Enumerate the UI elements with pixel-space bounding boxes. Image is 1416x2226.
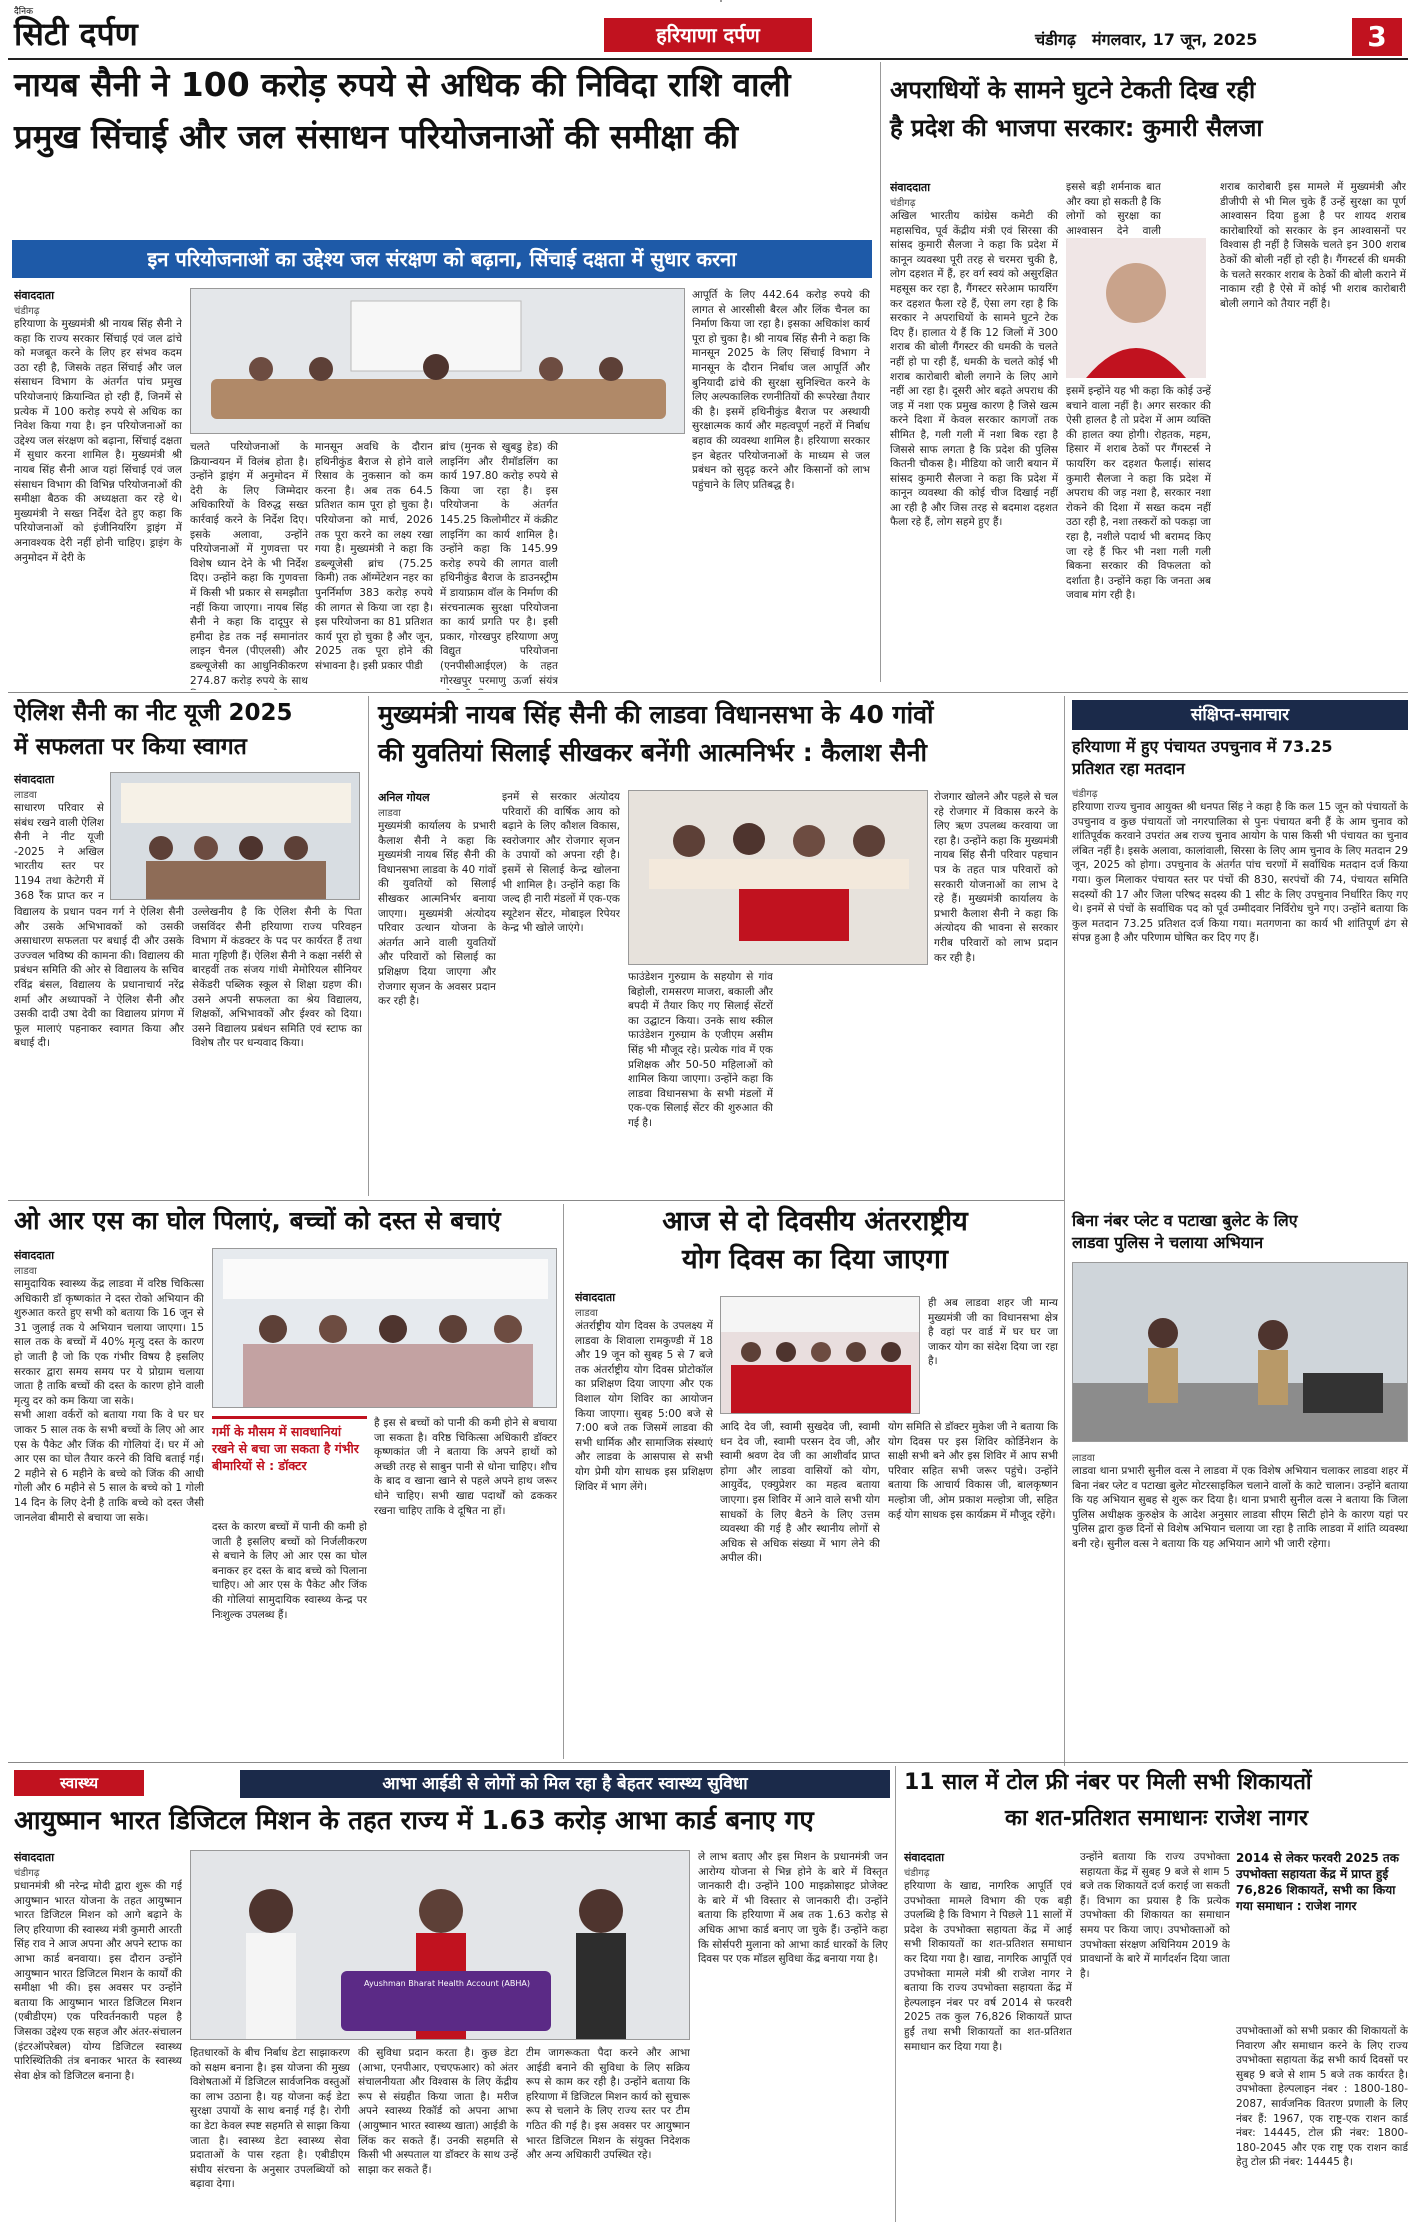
ladwa-col-4: रोजगार खोलने और पहले से चल रहे रोजगार में विकास करने के लिए ऋण उपलब्ध करवाया जा रहा है। उन्होंने कहा कि मुख्यमंत्री नायब सिंह सैनी परिवार पहचान पत्र के तहत पात्र परिवारों को सरकारी योजनाओं का लाभ दे रहे हैं। मुख्यमंत्री कार्यालय के प्रभारी कैलाश सैनी ने कहा कि अंत्योदय की भावना से सरकार गरीब परिवारों को लाभ प्रदान कर रही है। (934, 791, 1058, 964)
meeting-photo-icon (191, 289, 685, 434)
health-photo (190, 1850, 690, 2040)
health-col-4: टीम जागरूकता पैदा करने और आभा आईडी बनाने की सुविधा के लिए सक्रिय रूप से काम कर रही है। उन्होंने बताया कि हरियाणा में डिजिटल मिशन कार्य को सुचारू रूप से चलाने के लिए राज्य स्तर पर टीम गठित की गई है। इस अवसर पर आयुष्मान भारत डिजिटल मिशन के संयुक्त निदेशक और अन्य अधिकारी उपस्थित रहे। (526, 2047, 690, 2162)
health-byline: संवाददाता (14, 1851, 55, 1864)
yoga-col-3: योग समिति से डॉक्टर मुकेश जी ने बताया कि योग दिवस पर इस शिविर कोर्डिनेशन के साक्षी सभी बने और इस शिविर में आप सभी परिवार सहित सभी जरूर पहुंचे। उन्होंने बताया कि आचार्य विकास जी, बालकृष्णन मल्होत्रा जी, ओम प्रकाश मल्होत्रा जी, सहित कई योग साधक इस कार्यक्रम में मौजूद रहेंगे। (888, 1421, 1058, 1521)
aelish-photo (110, 772, 360, 900)
lead-col-1: हरियाणा के मुख्यमंत्री श्री नायब सिंह सैनी ने कहा कि राज्य सरकार सिंचाई एवं जल ढांचे को मजबूत करने के लिए हर संभव कदम उठा रही है, जिसके तहत सिंचाई और जल संसाधन विभाग के अंतर्गत पांच प्रमुख परियोजनाएं क्रियान्वित हो रही हैं, जिनमें से प्रत्येक में 100 करोड़ रुपये से अधिक का निवेश किया गया है। इन परियोजनाओं का उद्देश्य जल संरक्षण को बढ़ाना, सिंचाई दक्षता में सुधार करना शामिल है। मुख्यमंत्री श्री नायब सिंह सैनी आज यहां सिंचाई एवं जल संसाधन विभाग की विभिन्न परियोजनाओं की समीक्षा बैठक की अध्यक्षता कर रहे थे। मुख्यमंत्री ने सख्त निर्देश देते हुए कहा कि परियोजनाओं को इंजीनियरिंग ड्राइंग में अनावश्यक देरी नहीं होनी चाहिए। ड्राइंग के अनुमोदन में देरी के (14, 318, 182, 564)
masthead (0, 0, 1416, 60)
ors-dateline: लाडवा (14, 1266, 37, 1277)
yoga-col-1: अंतर्राष्ट्रीय योग दिवस के उपलक्ष्य में लाडवा के शिवाला रामकुण्डी में 18 और 19 जून को सुबह 5 से 7 बजे तक अंतर्राष्ट्रीय योग दिवस प्रोटोकॉल का प्रशिक्षण दिया जाएगा और एक विशाल योग शिविर का आयोजन किया जाएगा। सुबह 5:00 बजे से 7:00 बजे तक जिसमें लाडवा की सभी धार्मिक और सामाजिक संस्थाएं और लाडवा के आसपास से सभी योग प्रेमी योग साधक इस प्रशिक्षण शिविर में भाग लेंगे। (575, 1320, 713, 1493)
health-camp-photo-icon (213, 1249, 557, 1408)
award-photo-icon (111, 773, 360, 900)
yoga-headline-2: योग दिवस का दिया जाएगा (682, 1244, 948, 1275)
aelish-headline-1: ऐलिश सैनी का नीट यूजी 2025 (14, 700, 293, 726)
ladwa-col-3: फाउंडेशन गुरुग्राम के सहयोग से गांव बिहोली, रामसरण माजरा, बकाली और बपदी में तैयार किए गए सिलाई सेंटरों का उद्घाटन किया। उनके साथ स्कील फाउंडेशन गुरुग्राम के एजीएम असीम सिंह भी मौजूद रहे। प्रत्येक गांव में एक प्रशिक्षक और 50-50 महिलाओं को शामिल किया जाएगा। उन्होंने कहा कि लाडवा विधानसभा के सभी मंडलों में एक-एक सिलाई सेंटर की शुरुआत की गई है। (628, 971, 773, 1129)
lead-subhead: इन परियोजनाओं का उद्देश्य जल संरक्षण को बढ़ाना, सिंचाई दक्षता में सुधार करना (12, 240, 872, 278)
ladwa-col-1: मुख्यमंत्री कार्यालय के प्रभारी कैलाश सैनी ने कहा कि मुख्यमंत्री नायब सिंह सैनी की विधानसभा लाडवा के 40 गांवों की युवतियों को सिलाई सीखकर आत्मनिर्भर बनाया जाएगा। मुख्यमंत्री अंत्योदय परिवार उत्थान योजना के अंतर्गत आने वाली युवतियों और परिवारों को सिलाई का प्रशिक्षण दिया जाएगा और रोजगार सृजन के अवसर प्रदान कर रही है। (378, 820, 496, 1008)
lead-col-4: ब्रांच (मुनक से खुबडु हेड) की लाइनिंग और रीमॉडलिंग का कार्य 197.80 करोड़ रुपये से किया जा रहा है। इस परियोजना के अंतर्गत 145.25 किलोमीटर में कंक्रीट लाइनिंग का कार्य शामिल है। उन्होंने कहा कि 145.99 करोड़ रुपये की लागत वाली हथिनीकुंड बैराज के डाउनस्ट्रीम में डायाफ्राम वॉल के निर्माण की संरचनात्मक सुरक्षा परियोजना का कार्य प्रगति पर है। इसी प्रकार, गोरखपुर हरियाणा अणु विद्युत परियोजना (एनपीसीआईएल) के तहत गोरखपुर परमाणु ऊर्जा संयंत्र (440, 441, 558, 687)
yoga-photo-main (720, 1296, 920, 1414)
ladwa-byline: अनिल गोयल (378, 791, 430, 804)
aelish-byline: संवाददाता (14, 773, 55, 786)
toll-headline-1: 11 साल में टोल फ्री नंबर पर मिली सभी शिकायतों (904, 1770, 1312, 1795)
ors-quote-box (212, 1416, 367, 1516)
ors-byline: संवाददाता (14, 1249, 55, 1262)
aelish-text-2: विद्यालय के प्रधान पवन गर्ग ने ऐलिश सैनी और उसके अभिभावकों को उसकी असाधारण सफलता पर बधाई दी और उसके उज्ज्वल भविष्य की कामना की। विद्यालय की प्रबंधन समिति की ओर से विद्यालय के सचिव रविंद्र बंसल, विद्यालय के प्रधानाचार्य नरेंद्र शर्मा और अध्यापकों ने ऐलिश सैनी और उसकी दादी उषा देवी का विद्यालय प्रांगण में फूल मालाएं पहनाकर स्वागत किया और बधाई दी। (14, 906, 184, 1050)
yoga-dateline: लाडवा (575, 1308, 598, 1319)
brief-text-2: लाडवा थाना प्रभारी सुनील वत्स ने लाडवा में एक विशेष अभियान चलाकर लाडवा शहर में बिना नंबर प्लेट व पटाखा बुलेट मोटरसाइकिल चलाने वालों के काटे चालान। उन्होंने बताया कि यह अभियान सुबह से शुरू कर दिया है। थाना प्रभारी सुनील वत्स ने बताया कि जिला पुलिस अधीक्षक कुरुक्षेत्र के आदेश अनुसार लाडवा सीएम सिटी होने के कारण यहां पर पुलिस द्वारा कुछ दिनों से विशेष अभियान चलाया जा रहा है ताकि लाडवा में शांति व्यवस्था बनी रहे। सुनील वत्स ने बताया कि यह अभियान आगे भी जारी रहेगा। (1072, 1465, 1408, 1550)
health-band: आभा आईडी से लोगों को मिल रहा है बेहतर स्वास्थ्य सुविधा (240, 1770, 890, 1798)
masthead-title: सिटी दर्पण (14, 15, 138, 53)
selja-col-4: इससे बड़ी शर्मनाक बात और क्या हो सकती है कि लोगों को सुरक्षा का आश्वासन देने वाली (1066, 181, 1161, 237)
selja-dateline: चंडीगढ़ (890, 198, 916, 209)
yoga-byline: संवाददाता (575, 1291, 616, 1304)
ors-headline: ओ आर एस का घोल पिलाएं, बच्चों को दस्त से बचाएं (14, 1206, 501, 1235)
aelish-headline-2: में सफलता पर किया स्वागत (14, 734, 247, 760)
health-col-1: प्रधानमंत्री श्री नरेन्द्र मोदी द्वारा शुरू की गई आयुष्मान भारत योजना के तहत आयुष्मान भारत डिजिटल मिशन को आगे बढ़ाने के लिए हरियाणा की स्वास्थ्य मंत्री कुमारी आरती सिंह राव ने आज अपना और अपने स्टाफ का आभा कार्ड बनवाया। इस दौरान उन्होंने आयुष्मान भारत डिजिटल मिशन के कार्यों की समीक्षा भी की। इस अवसर पर उन्होंने बताया कि आयुष्मान भारत डिजिटल मिशन (एबीडीएम) एक परिवर्तनकारी पहल है जिसका उद्देश्य एक सहज और अंतर-संचालन (इंटरऑपरेबल) योग्य डिजिटल स्वास्थ्य पारिस्थितिकी तंत्र बनाकर भारत के स्वास्थ्य सेवा क्षेत्र को डिजिटल बनाना है। (14, 1880, 182, 2082)
toll-byline: संवाददाता (904, 1851, 945, 1864)
ladwa-photo (628, 790, 928, 965)
toll-col-2: उन्होंने बताया कि राज्य उपभोक्ता सहायता केंद्र में सुबह 9 बजे से शाम 5 बजे तक शिकायतें दर्ज कराई जा सकती हैं। विभाग का प्रयास है कि प्रत्येक उपभोक्ता की शिकायत का समाधान समय पर किया जाए। उपभोक्ताओं को उपभोक्ता संरक्षण अधिनियम 2019 के प्रावधानों के बारे में मार्गदर्शन दिया जाता है। (1080, 1851, 1230, 1980)
aelish-text-1: साधारण परिवार से संबंध रखने वाली ऐलिश सैनी ने नीट यूजी -2025 ने अखिल भारतीय स्तर पर 1194 तथा केटेगरी में 368 रैंक प्राप्त कर न (14, 802, 104, 902)
ors-col-4: है इस से बच्चों को पानी की कमी होने से बचाया जा सकता है। वरिष्ठ चिकित्सा अधिकारी डॉक्टर कृष्णकांत जी ने बताया कि अपने हाथों को अच्छी तरह से साबुन पानी से धोना चाहिए। शौच के बाद व खाना खाने से पहले अपने हाथ जरूर धोने चाहिए। सभी खाद्य पदार्थों को ढककर रखना चाहिए ताकि वे दूषित ना हों। (374, 1417, 557, 1517)
aelish-dateline: लाडवा (14, 790, 37, 801)
selja-col-2: शराब कारोबारी इस मामले में मुख्यमंत्री और डीजीपी से भी मिल चुके हैं उन्हें सुरक्षा का पूर्ण आश्वासन दिया हुआ है पर शायद शराब कारोबारियों को सरकार के इन आश्वासनों पर विश्वास ही नहीं है जिसके चलते इन 300 शराब ठेकों की बोली नहीं हो रही है। गैंगस्टर्स की धमकी के चलते सरकार शराब के ठेकों की बोली कराने में नाकाम रही है ऐसे में कोई भी शराब कारोबारी बोली लगाने को तैयार नहीं है। (1220, 181, 1406, 310)
brief-headline-1: हरियाणा में हुए पंचायत उपचुनाव में 73.25 (1072, 737, 1333, 756)
lead-byline: संवाददाता (14, 289, 55, 302)
police-photo (1072, 1262, 1408, 1442)
ladwa-col-2: इनमें से सरकार अंत्योदय परिवारों की वार्षिक आय को बढ़ाने के लिए कौशल विकास, स्वरोजगार और रोजगार सृजन के उपायों को अपना रही है। इसमें से सिलाई केन्द्र खोलना भी शामिल है। उन्होंने कहा कि जल्द ही नारी मंडलों में एक-एक स्यूटेशन सेंटर, मोबाइल रिपेयर केन्द्र भी खोले जाएंगे। (502, 791, 620, 935)
sewing-event-photo-icon (629, 791, 928, 965)
toll-quote: 2014 से लेकर फरवरी 2025 तक उपभोक्ता सहायता केंद्र में प्राप्त हुई 76,826 शिकायतें, सभी का किया गया समाधान : राजेश नागर (1236, 1851, 1399, 1913)
health-col-5: ले लाभ बताए और इस मिशन के प्रधानमंत्री जन आरोग्य योजना से भिन्न होने के बारे में विस्तृत जानकारी दी। उन्होंने 100 माइक्रोसाइट प्रोजेक्ट के बारे में भी विस्तार से जानकारी दी। उन्होंने बताया कि हरियाणा में अब तक 1.63 करोड़ से अधिक आभा कार्ड बनाए जा चुके हैं। उन्होंने कहा कि सोर्सपरी मुलाना को आभा कार्ड धारकों के लिए दिवस पर एक मॉडल सुविधा केंद्र बनाया गया है। (698, 1851, 888, 1966)
abha-card-caption: Ayushman Bharat Health Account (ABHA) (364, 1979, 530, 1988)
section-tag: हरियाणा दर्पण (604, 18, 812, 52)
masthead-date: मंगलवार, 17 जून, 2025 (1092, 30, 1258, 49)
brief-headline-2: प्रतिशत रहा मतदान (1072, 759, 1185, 778)
toll-col-3: उपभोक्ताओं को सभी प्रकार की शिकायतों के निवारण और समाधान करने के लिए राज्य उपभोक्ता सहायता केंद्र सभी कार्य दिवसों पर सुबह 9 बजे से शाम 5 बजे तक कार्यरत है। उपभोक्ता हेल्पलाइन नंबर : 1800-180-2087, सार्वजनिक वितरण प्रणाली के लिए नंबर हैं: 1967, एक राष्ट्र-एक राशन कार्ड नंबर: 14445, टोल फ्री नंबर: 1800-180-2045 और एक राष्ट्र एक राशन कार्ड हेतु टोल फ्री नंबर: 14445 है। (1236, 2025, 1408, 2169)
ors-col-2: सभी आशा वर्करों को बताया गया कि वे घर घर जाकर 5 साल तक के सभी बच्चों के लिए ओ आर एस के पैकेट और जिंक की गोलियां दें। घर में ओ आर एस का घोल तैयार करने की विधि बताई गई। 2 महीने से 6 महीने के बच्चे को जिंक की आधी गोली और 6 महीने से 5 साल के बच्चे को 1 गोली 14 दिन के लिए देनी है ताकि बच्चे को दस्त जैसी जानलेवा बीमारी से बचाया जा सके। (14, 1409, 204, 1524)
toll-quote-box (1236, 1850, 1406, 2020)
health-section: स्वास्थ्य (14, 1770, 144, 1796)
portrait-icon (1066, 238, 1206, 378)
yoga-photo (720, 0, 722, 2)
page-number: 3 (1352, 18, 1402, 56)
ladwa-headline-1: मुख्यमंत्री नायब सिंह सैनी की लाडवा विधानसभा के 40 गांवों (378, 700, 934, 729)
yoga-group-photo-icon (721, 1297, 920, 1414)
lead-headline-1: नायब सैनी ने 100 करोड़ रुपये से अधिक की निविदा राशि वाली (14, 65, 791, 104)
lead-col-3: मानसून अवधि के दौरान हथिनीकुंड बैराज से होने वाले रिसाव के नुकसान को कम करना है। अब तक 64.5 प्रतिशत काम पूरा हो चुका है। परियोजना को मार्च, 2026 तक पूरा करने का लक्ष्य रखा गया है। मुख्यमंत्री ने कहा कि डब्ल्यूजेसी ब्रांच (75.25 किमी) तक ऑग्मेंटेशन नहर का पुनर्निर्माण 383 करोड़ रुपये की लागत से किया जा रहा है। इस परियोजना का 81 प्रतिशत कार्य पूरा हो चुका है और जून, 2025 तक पूरा होने की संभावना है। इसी प्रकार पीडी (315, 441, 433, 672)
health-headline: आयुष्मान भारत डिजिटल मिशन के तहत राज्य में 1.63 करोड़ आभा कार्ड बनाए गए (14, 1806, 814, 1836)
lead-photo (190, 288, 685, 434)
lead-headline-2: प्रमुख सिंचाई और जल संसाधन परियोजनाओं की समीक्षा की (14, 117, 738, 156)
selja-headline-2: है प्रदेश की भाजपा सरकार: कुमारी सैलजा (890, 114, 1263, 142)
selja-col-3: इसमें इन्होंने यह भी कहा कि कोई उन्हें बचाने वाला नहीं है। अगर सरकार की ऐसी हालत है तो प्रदेश में आम व्यक्ति की हालत क्या होगी। रोहतक, महम, हिसार में शराब ठेकों पर गैंगस्टर्स ने फायरिंग कर दहशत फैलाई। सांसद कुमारी सैलजा ने कहा कि प्रदेश में अपराध की जड़ नशा है, सरकार नशा रोकने की दिशा में सख्त कदम नहीं उठा रही है, नशा तस्करों को पकड़ा जा रहा है, नशीले पदार्थ भी बरामद किए जा रहे हैं फिर भी नशा गली गली बिकना सरकार की विफलता को दर्शाता है। उन्होंने कहा कि जनता अब जवाब मांग रही है। (1066, 385, 1211, 602)
ors-quote: गर्मी के मौसम में सावधानियां रखने से बचा जा सकता है गंभीर बीमारियों से : डॉक्टर (212, 1424, 359, 1473)
health-col-2: हितधारकों के बीच निर्बाध डेटा साझाकरण को सक्षम बनाना है। इस योजना की मुख्य विशेषताओं में डिजिटल सार्वजनिक वस्तुओं का लाभ उठाना है। यह योजना कई डेटा सुरक्षा उपायों के साथ बनाई गई है। रोगी का डेटा केवल स्पष्ट सहमति से साझा किया जाता है। स्वास्थ्य डेटा स्वास्थ्य सेवा प्रदाताओं के पास रहता है। एबीडीएम संघीय संरचना के अनुसार उपलब्धियों को बढ़ावा देगा। (190, 2047, 350, 2191)
ladwa-headline-2: की युवतियां सिलाई सीखकर बनेंगी आत्मनिर्भर : कैलाश सैनी (378, 738, 927, 767)
abha-card-photo-icon (191, 1851, 690, 2040)
brief-dateline-2: लाडवा (1072, 1453, 1095, 1464)
lead-col-2: चलते परियोजनाओं के क्रियान्वयन में विलंब होता है। उन्होंने ड्राइंग में अनुमोदन में देरी के लिए जिम्मेदार अधिकारियों के विरुद्ध सख्त कार्रवाई करने के निर्देश दिए। इसके अलावा, उन्होंने परियोजनाओं में गुणवत्ता पर विशेष ध्यान देने के भी निर्देश दिए। उन्होंने कहा कि गुणवत्ता में किसी भी प्रकार से समझौता नहीं किया जाएगा। नायब सिंह सैनी ने कहा कि दादूपुर से हमीदा हेड तक नई समानांतर लाइन चैनल (पीएलसी) और डब्ल्यूजेसी का आधुनिकीकरण 274.87 करोड़ रुपये के साथ (190, 441, 308, 687)
ors-col-1: सामुदायिक स्वास्थ्य केंद्र लाडवा में वरिष्ठ चिकित्सा अधिकारी डॉ कृष्णकांत ने दस्त रोको अभियान की शुरुआत करते हुए सभी को बताया कि 16 जून से 31 जुलाई तक ये अभियान चलाया जाएगा। 15 साल तक के बच्चों में 40% मृत्यु दस्त के कारण हो जाती है जो कि एक गंभीर विषय है इसलिए सरकार द्वारा समय समय पर ये प्रोग्राम चलाया जाता है ताकि बच्चों की दस्त के कारण होने वाली मृत्यु दर को कम किया जा सके। (14, 1278, 204, 1407)
ladwa-dateline: लाडवा (378, 808, 401, 819)
yoga-col-2: आदि देव जी, स्वामी सुखदेव जी, स्वामी धन देव जी, स्वामी परसन देव जी, और स्वामी श्रवण देव जी का आशीर्वाद प्राप्त होगा और लाडवा वासियों को योग, आयुर्वेद, एक्युप्रेशर का महत्व बताया जाएगा। इस शिविर में आने वाले सभी योग साधकों के लिए बैठने के लिए उत्तम व्यवस्था की गई है और स्थानीय लोगों से अधिक से अधिक संख्या में भाग लेने की अपील की। (720, 1421, 880, 1565)
yoga-col-top: ही अब लाडवा शहर जी मान्य मुख्यमंत्री जी का विधानसभा क्षेत्र है वहां पर वार्ड में घर घर जा जाकर योग का संदेश दिया जा रहा है। (928, 1297, 1058, 1368)
ors-photo (212, 1248, 557, 1408)
police-checkpoint-photo-icon (1073, 1263, 1408, 1442)
health-col-3: की सुविधा प्रदान करता है। कुछ डेटा (आभा, एनपीआर, एचएफआर) को अंतर संचालनीयता और विश्वास के लिए केंद्रीय रूप से संग्रहीत किया जाता है। मरीज अपने स्वास्थ्य रिकॉर्ड को अपना आभा (आयुष्मान भारत स्वास्थ्य खाता) आईडी के लिंक कर सकते हैं। उनकी सहमति से किसी भी अस्पताल या डॉक्टर के साथ उन्हें साझा कर सकते हैं। (358, 2047, 518, 2176)
lead-col-5: आपूर्ति के लिए 442.64 करोड़ रुपये की लागत से आरसीसी बैरल और लिंक चैनल का निर्माण किया जा रहा है। इसका अधिकांश कार्य पूरा हो चुका है। श्री नायब सिंह सैनी ने कहा कि मानसून 2025 के लिए सिंचाई विभाग ने मानसून के दौरान निर्बाध जल आपूर्ति और बुनियादी ढांचे की सुरक्षा सुनिश्चित करने के लिए अल्पकालिक रणनीतियों की रूपरेखा तैयार की है। इसमें हथिनीकुंड बैराज पर अस्थायी सुरक्षात्मक कार्य और महत्वपूर्ण नहरों में निर्बाध बहाव की व्यवस्था शामिल है। हरियाणा सरकार इन बेहतर परियोजनाओं के माध्यम से जल प्रबंधन को सुदृढ़ करने और किसानों को लाभ पहुंचाने के लिए प्रतिबद्ध है। (692, 289, 870, 491)
masthead-small: दैनिक (14, 7, 34, 17)
ors-col-3: दस्त के कारण बच्चों में पानी की कमी हो जाती है इसलिए बच्चों को निर्जलीकरण से बचाने के लिए ओ आर एस का घोल बनाकर हर दस्त के बाद बच्चे को पिलाना चाहिए। ओ आर एस के पैकेट और जिंक की गोलियां सामुदायिक स्वास्थ्य केन्द्र पर निःशुल्क उपलब्ध हैं। (212, 1521, 367, 1621)
selja-photo (1066, 238, 1206, 378)
lead-dateline: चंडीगढ़ (14, 306, 40, 317)
aelish-text-3: उल्लेखनीय है कि ऐलिश सैनी के पिता जसविंदर सैनी हरियाणा राज्य परिवहन विभाग में कंडक्टर के पद पर कार्यरत हैं तथा माता गृहिणी हैं। ऐलिश सैनी ने कक्षा नर्सरी से बारहवीं तक संजय गांधी मेमोरियल सीनियर सेकेंडरी पब्लिक स्कूल से शिक्षा ग्रहण की। उसने अपनी सफलता का श्रेय विद्यालय, शिक्षकों, अभिभावकों और ईश्वर को दिया। उसने विद्यालय प्रबंधन समिति एवं स्टाफ का विशेष तौर पर धन्यवाद किया। (192, 906, 362, 1050)
toll-col-1: हरियाणा के खाद्य, नागरिक आपूर्ति एवं उपभोक्ता मामले विभाग की एक बड़ी उपलब्धि है कि विभाग ने पिछले 11 सालों में प्रदेश के उपभोक्ता सहायता केंद्र में आई सभी शिकायतों का शत-प्रतिशत समाधान कर दिया गया है। खाद्य, नागरिक आपूर्ति एवं उपभोक्ता मामले मंत्री श्री राजेश नागर ने बताया कि राज्य उपभोक्ता सहायता केंद्र में हेल्पलाइन नंबर पर वर्ष 2014 से फरवरी 2025 तक कुल 76,826 शिकायतें प्राप्त हुईं तथा सभी शिकायतों का शत-प्रतिशत समाधान कर दिया गया है। (904, 1880, 1072, 2053)
selja-col-1: अखिल भारतीय कांग्रेस कमेटी की महासचिव, पूर्व केंद्रीय मंत्री एवं सिरसा की सांसद कुमारी सैलजा ने कहा कि प्रदेश में कानून व्यवस्था पूरी तरह से चरमरा चुकी है, लोग दहशत में हैं, हर वर्ग स्वयं को असुरक्षित महसूस कर रहा है, गैंगस्टर सरेआम फायरिंग कर दहशत फैला रहे हैं, ऐसा लग रहा है कि सरकार ने अपराधियों के सामने घुटने टेक दिए हैं। हालात ये हैं कि 12 जिलों में 300 शराब की बोली गैंगस्टर की धमकी के चलते नहीं हो पा रही हैं, धमकी के चलते कोई भी शराब कारोबारी बोली लगाने के लिए आगे नहीं आ रहा है। दूसरी ओर बढ़ते अपराध की जड़ में नशा एक प्रमुख कारण है जिसे खत्म करने दिशा में केवल सरकार कागजों तक सीमित है, गली गली में नशा बिक रहा है जिससे साफ लगता है कि प्रदेश की पुलिस कितनी चौकस है। मीडिया को जारी बयान में सांसद कुमारी सैलजा ने कहा कि प्रदेश में कानून व्यवस्था की कोई चीज दिखाई नहीं आ रही है और जिस तरह से बदमाश दहशत फैला रहे हैं, लोग सहमे हुए हैं। (890, 210, 1058, 529)
selja-headline-1: अपराधियों के सामने घुटने टेकती दिख रही (890, 76, 1256, 104)
toll-headline-2: का शत-प्रतिशत समाधानः राजेश नागर (1005, 1806, 1308, 1831)
brief-dateline: चंडीगढ़ (1072, 789, 1098, 800)
brief-headline-3: बिना नंबर प्लेट व पटाखा बुलेट के लिए (1072, 1211, 1298, 1230)
health-dateline: चंडीगढ़ (14, 1868, 40, 1879)
yoga-headline-1: आज से दो दिवसीय अंतरराष्ट्रीय (662, 1206, 968, 1237)
masthead-city: चंडीगढ़ (1035, 30, 1076, 49)
brief-headline-4: लाडवा पुलिस ने चलाया अभियान (1072, 1233, 1264, 1252)
selja-byline: संवाददाता (890, 181, 931, 194)
toll-dateline: चंडीगढ़ (904, 1868, 930, 1879)
brief-section: संक्षिप्त-समाचार (1072, 700, 1408, 730)
brief-text: हरियाणा राज्य चुनाव आयुक्त श्री धनपत सिंह ने कहा है कि कल 15 जून को पंचायतों के उपचुनाव व कुछ पंचायतों जो नगरपालिका से पुनः पंचायत बनी हैं के आम चुनाव को शांतिपूर्वक करवाने उपरांत अब राज्य चुनाव आयोग के पास किसी भी पंचायत का चुनाव लंबित नहीं है। इसके अलावा, कालांवाली, सिरसा के लिए आम चुनाव के लिए मतदान 29 जून, 2025 को होगा। उपचुनाव के अंतर्गत पांच चरणों में सर्वाधिक मतदान दर्ज किया गया। कुल मिलाकर पंचायत स्तर पर पंचों की 830, सरपंचों की 74, पंचायत समिति सदस्यों की 17 और जिला परिषद सदस्य की 1 सीट के लिए उपचुनाव निर्धारित किए गए थे। इनमें से पंचों के सर्वाधिक पद को पूर्व उम्मीदवार निर्विरोध चुने गए। उन्होंने बताया कि कुल मतदान 73.25 प्रतिशत दर्ज किया गया। मतगणना का कार्य भी शांतिपूर्ण ढंग से संपन्न हुआ है और परिणाम घोषित कर दिए गए हैं। (1072, 801, 1408, 945)
